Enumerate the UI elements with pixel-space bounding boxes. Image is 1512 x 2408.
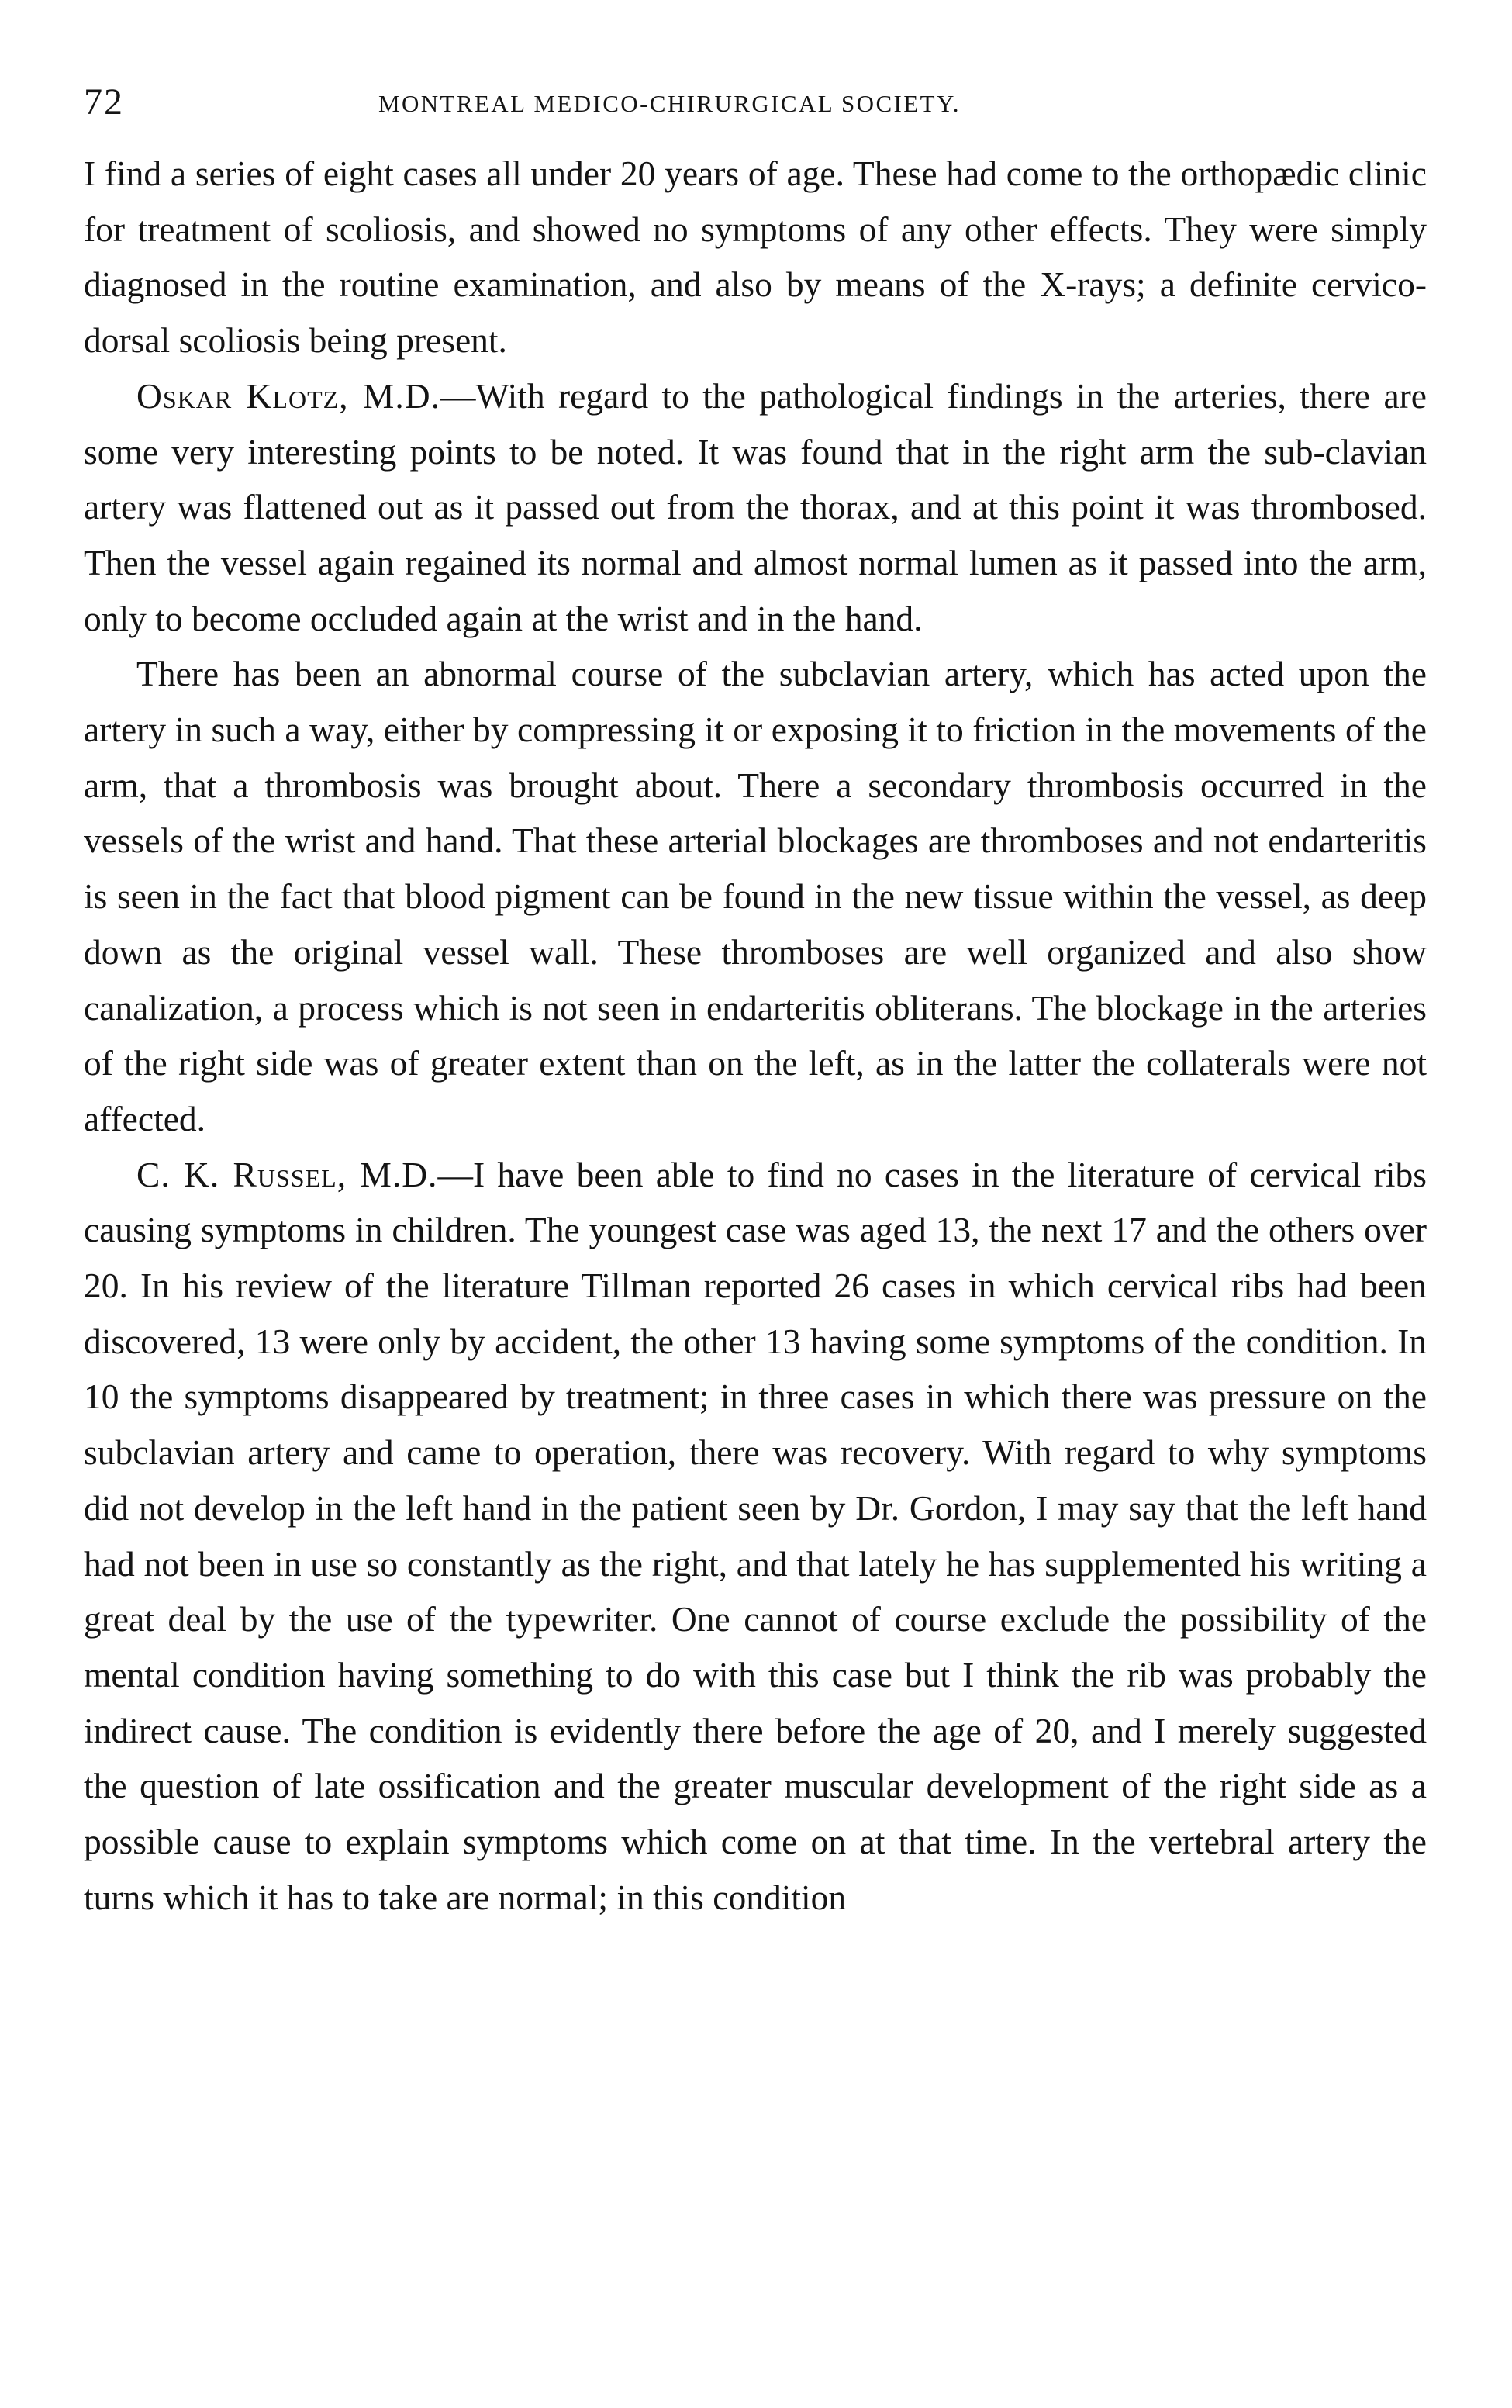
body-text [84, 146, 1427, 1926]
running-head: MONTREAL MEDICO-CHIRURGICAL SOCIETY. [378, 90, 961, 117]
paragraph-1 [84, 146, 1427, 368]
page-number: 72 [84, 81, 124, 123]
paragraph-3 [84, 646, 1427, 1146]
paragraph-4 [84, 1147, 1427, 1926]
paragraph-2 [84, 368, 1427, 647]
paragraph-3-text: There has been an abnormal course of the subclavian artery, which has acted upon the artery in such a way, either by compressing it or exposing it to friction in the movements of the arm, that a thrombosis was brought about. There a secondary thrombosis occurred in the vessels of the wrist and hand. That these arterial blockages are thromboses and not endarteritis is seen in the fact that blood pigment can be found in the new tissue within the vessel, as deep down as the original vessel wall. These thromboses are well organized and also show canalization, a process which is not seen in endarteritis obliterans. The blockage in the arteries of the right side was of greater extent than on the left, as in the latter the collaterals were not affected. [84, 654, 1427, 1138]
paragraph-2-text: —With regard to the pathological findings in the arteries, there are some very interesting points to be noted. It was found that in the right arm the sub-clavian artery was flattened out as it passed out from the thorax, and at this point it was thrombosed. Then the vessel again regained its normal and almost normal lumen as it passed into the arm, only to become occluded again at the wrist and in the hand. [84, 375, 1427, 638]
paragraph-1-text: I find a series of eight cases all under 20 years of age. These had come to the orthopædic clinic for treatment of scoliosis, and showed no symptoms of any other effects. They were simply diagnosed in the routine examination, and also by means of the X-rays; a definite cervico-dorsal scoliosis being present. [84, 154, 1427, 361]
speaker-name: Oskar Klotz, M.D. [136, 375, 440, 416]
paragraph-4-text: —I have been able to find no cases in the literature of cervical ribs causing symptoms in children. The youngest case was aged 13, the next 17 and the others over 20. In his review of the literature Tillman reported 26 cases in which cervical ribs had been discovered, 13 were only by accident, the other 13 having some symptoms of the condition. In 10 the symptoms disappeared by treatment; in three cases in which there was pressure on the subclavian artery and came to operation, there was recovery. With regard to why symptoms did not develop in the left hand in the patient seen by Dr. Gordon, I may say that the left hand had not been in use so constantly as the right, and that lately he has supplemented his writing a great deal by the use of the typewriter. One cannot of course exclude the possibility of the mental condition having something to do with this case but I think the rib was probably the indirect cause. The condition is evidently there before the age of 20, and I merely suggested the question of late ossification and the greater muscular development of the right side as a possible cause to explain symptoms which come on at that time. In the vertebral artery the turns which it has to take are normal; in this condition [84, 1154, 1427, 1917]
page-header [84, 74, 1433, 130]
speaker-name: C. K. Russel, M.D. [136, 1154, 438, 1194]
